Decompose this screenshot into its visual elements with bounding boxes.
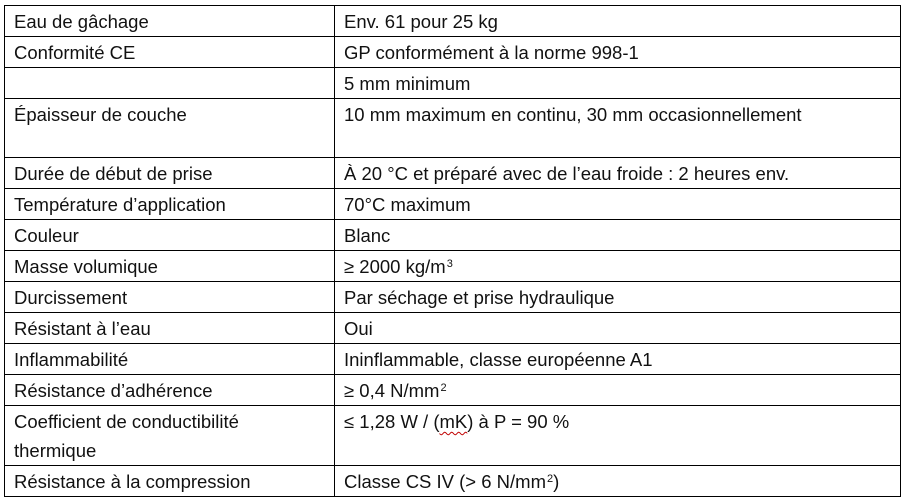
row-label: Épaisseur de couche: [5, 99, 335, 158]
table-row: [5, 282, 901, 313]
row-value-text: ): [553, 471, 560, 492]
table-row: [5, 99, 901, 158]
row-value: 10 mm maximum en continu, 30 mm occasionnellement: [335, 99, 901, 158]
row-value: 5 mm minimum: [335, 68, 901, 99]
row-label: Résistance à la compression: [5, 466, 335, 497]
row-value: [335, 406, 901, 466]
row-label: Eau de gâchage: [5, 6, 335, 37]
row-value: [335, 251, 901, 282]
table-row: [5, 466, 901, 497]
row-value: GP conformément à la norme 998-1: [335, 37, 901, 68]
row-value-text: ≥ 2000 kg/m: [344, 256, 446, 277]
row-label: Durée de début de prise: [5, 158, 335, 189]
superscript-exponent: 2: [440, 382, 447, 394]
table-row: [5, 6, 901, 37]
row-value: Ininflammable, classe européenne A1: [335, 344, 901, 375]
row-label: Résistance d’adhérence: [5, 375, 335, 406]
row-value: Oui: [335, 313, 901, 344]
row-value-text: ≤ 1,28 W / (: [344, 411, 440, 432]
row-label: Conformité CE: [5, 37, 335, 68]
row-label: Coefficient de conductibilité thermique: [5, 406, 335, 466]
row-value-text: ≥ 0,4 N/mm: [344, 380, 440, 401]
spellcheck-marked-word: mK: [439, 411, 468, 432]
row-label: Température d’application: [5, 189, 335, 220]
row-label: Inflammabilité: [5, 344, 335, 375]
superscript-exponent: 3: [446, 258, 453, 270]
table-row: [5, 189, 901, 220]
row-value-text: ) à P = 90 %: [467, 411, 570, 432]
row-label: Masse volumique: [5, 251, 335, 282]
row-label: Couleur: [5, 220, 335, 251]
row-label: Résistant à l’eau: [5, 313, 335, 344]
row-value: 70°C maximum: [335, 189, 901, 220]
row-label-empty: [5, 68, 335, 99]
table-row: [5, 344, 901, 375]
table-row: [5, 37, 901, 68]
row-value: Par séchage et prise hydraulique: [335, 282, 901, 313]
row-value: Blanc: [335, 220, 901, 251]
table-row: [5, 220, 901, 251]
table-row: [5, 313, 901, 344]
table-row: [5, 68, 901, 99]
row-label: Durcissement: [5, 282, 335, 313]
row-value: [335, 466, 901, 497]
row-value-text: Classe CS IV (> 6 N/mm: [344, 471, 547, 492]
row-value: [335, 375, 901, 406]
table-row: [5, 406, 901, 466]
specification-table-container: [4, 5, 901, 497]
superscript-exponent: 2: [547, 473, 554, 485]
table-row: [5, 251, 901, 282]
row-value: À 20 °C et préparé avec de l’eau froide : 2 heures env.: [335, 158, 901, 189]
specification-table: [4, 5, 901, 497]
table-row: [5, 375, 901, 406]
row-value: Env. 61 pour 25 kg: [335, 6, 901, 37]
table-row: [5, 158, 901, 189]
